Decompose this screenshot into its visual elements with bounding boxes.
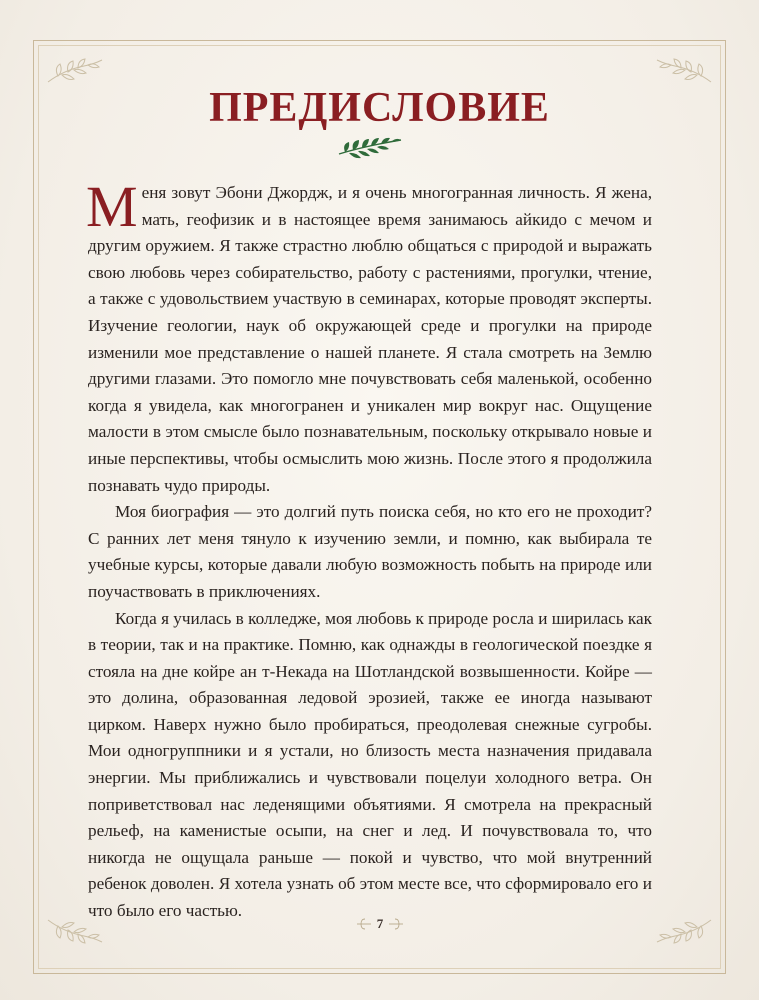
- paragraph-1: [86, 174, 652, 499]
- page-number-area: [340, 912, 420, 936]
- preface-body: [86, 174, 652, 925]
- left-sprig-ornament-icon: [355, 916, 373, 932]
- page-number: 7: [376, 916, 384, 931]
- paragraph-1-text: еня зовут Эбони Джордж, и я очень многогранная личность. Я жена, мать, геофизик и в настоящее время занимаюсь айкидо с мечом и другим оружием. Я также страстно люблю общаться с природой и выражать свою любовь через собирательство, работу с растениями, прогулки, чтение, а также с удовольствием участвую в семинарах, которые проводят эксперты. Изучение геологии, наук об окружающей среде и прогулки на природе изменили мое представление о нашей планете. Я стала смотреть на Землю другими глазами. Это помогло мне почувствовать себя маленькой, особенно когда я увидела, как многогранен и уникален мир вокруг нас. Ощущение малости в этом смысле было познавательным, поскольку открывало новые и иные перспективы, чтобы осмыслить мою жизнь. После этого я продолжила познавать чудо природы.: [88, 183, 652, 495]
- corner-leaf-ornament-icon: [653, 910, 715, 950]
- right-sprig-ornament-icon: [387, 916, 405, 932]
- leaf-sprig-icon: [335, 132, 405, 162]
- drop-cap: М: [86, 174, 138, 239]
- page-title: ПРЕДИСЛОВИЕ: [209, 85, 550, 131]
- paragraph-2: Моя биография — это долгий путь поиска себя, но кто его не проходит? С ранних лет меня тянуло к изучению земли, и помню, как выбирала те учебные курсы, которые давали любую возможность побыть на природе или поучаствовать в приключениях.: [88, 502, 652, 601]
- paragraph-3: Когда я училась в колледже, моя любовь к природе росла и ширилась как в теории, так и на практике. Помню, как однажды в геологической поездке я стояла на дне койре ан т-Некада на Шотландской возвышенности. Койре — это долина, образованная ледовой эрозией, также ее иногда называют цирком. Наверх нужно было пробираться, преодолевая снежные сугробы. Мои одногруппники и я устали, но близость места назначения придавала энергии. Мы приближались и чувствовали поцелуи холодного ветра. Он поприветствовал нас леденящими объятиями. Я смотрела на прекрасный рельеф, на каменистые осыпи, на снег и лед. И почувствовала то, что никогда не ощущала раньше — покой и чувство, что мой внутренний ребенок доволен. Я хотела узнать об этом месте все, что сформировало его и что было его частью.: [88, 608, 652, 921]
